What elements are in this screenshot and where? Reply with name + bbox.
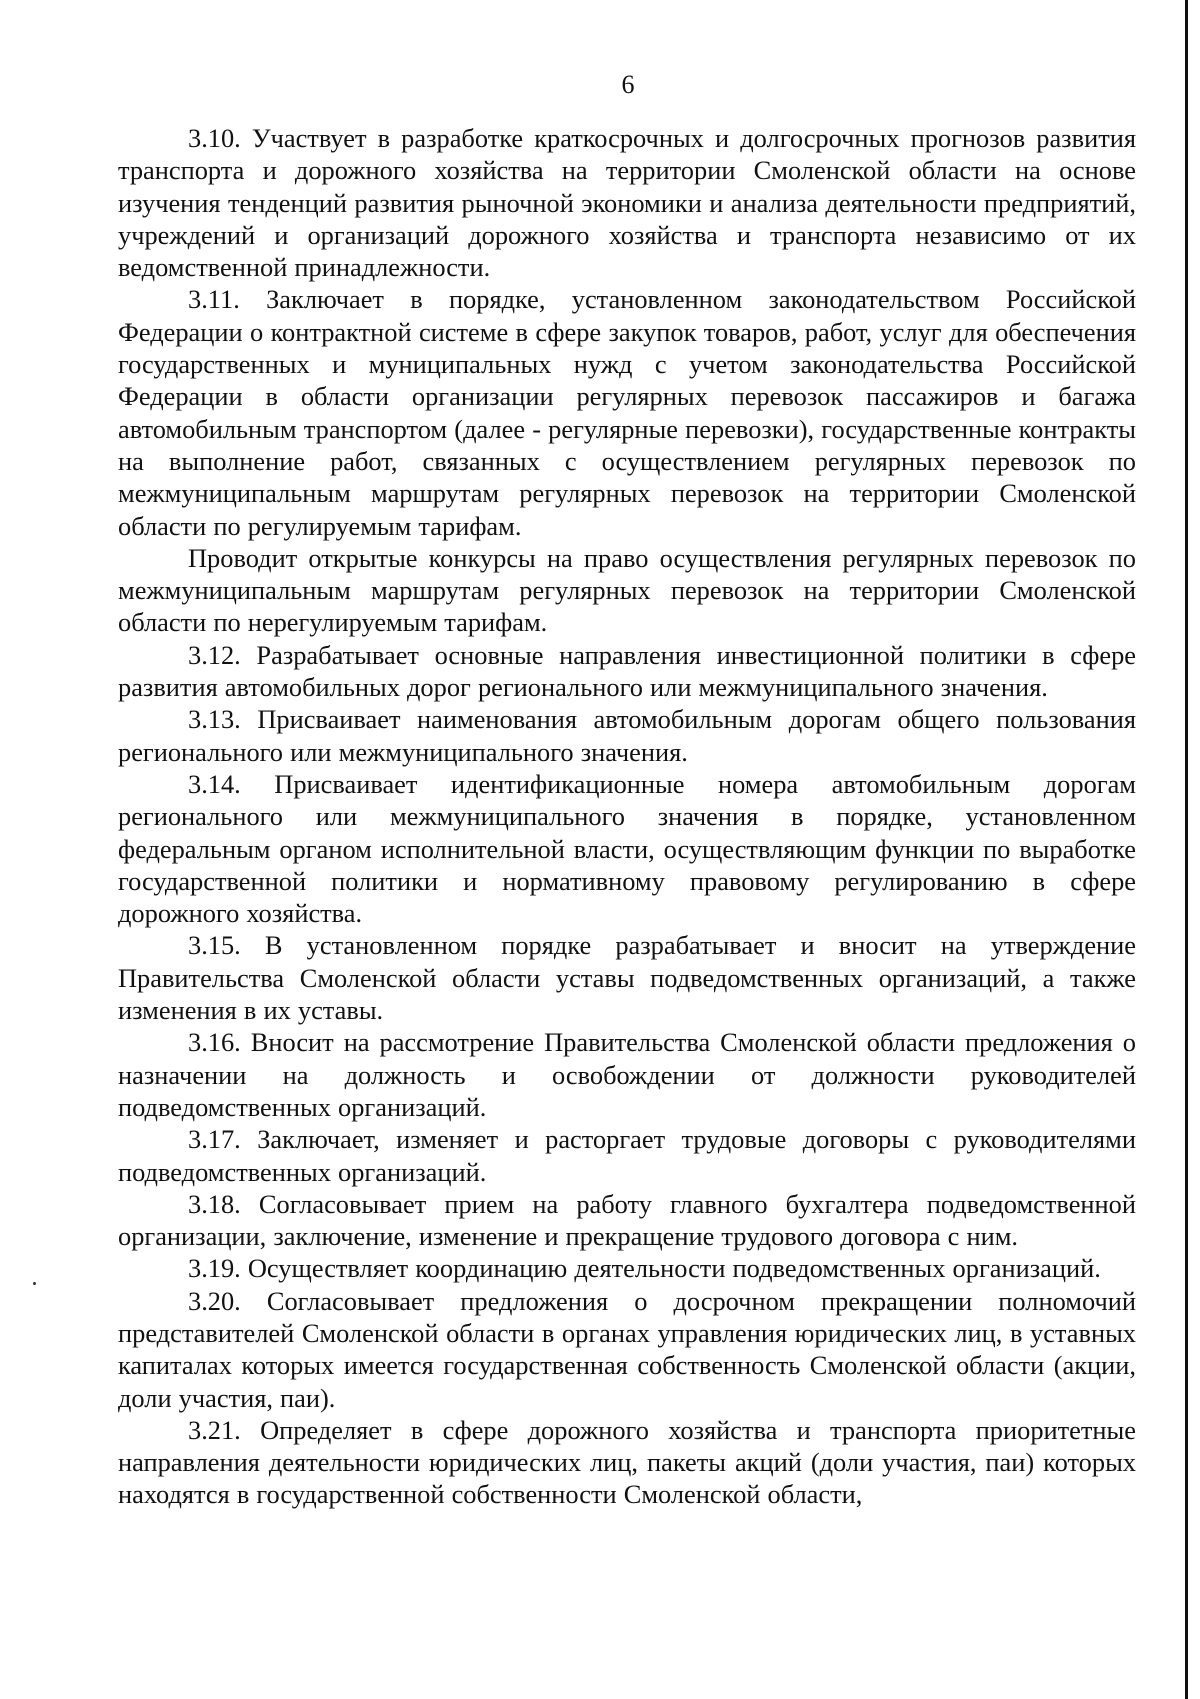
page-number: 6: [621, 70, 635, 99]
paragraph-3-10: 3.10. Участвует в разработке краткосрочных и долгосрочных прогнозов развития транспорта и дорожного хозяйства на территории Смоленской области на основе изучения тенденций развития рыночной экономики и анализа деятельности предприятий, учреждений и организаций дорожного хозяйства и транспорта независимо от их ведомственной принадлежности.: [118, 123, 1136, 283]
page-edge-line: [1185, 0, 1188, 1699]
paragraph-3-14: 3.14. Присваивает идентификационные номера автомобильным дорогам регионального или межмуниципального значения в порядке, установленном федеральным органом исполнительной власти, осуществляющим функции по выработке государственной политики и нормативному правовому регулированию в сфере дорожного хозяйства.: [118, 768, 1136, 929]
paragraph-3-11-contests: Проводит открытые конкурсы на право осуществления регулярных перевозок по межмуниципальным маршрутам регулярных перевозок на территории Смоленской области по нерегулируемым тарифам.: [118, 542, 1136, 638]
paragraph-3-18: 3.18. Согласовывает прием на работу главного бухгалтера подведомственной организации, заключение, изменение и прекращение трудового договора с ним.: [118, 1188, 1136, 1252]
paragraph-3-15: 3.15. В установленном порядке разрабатывает и вносит на утверждение Правительства Смоленской области уставы подведомственных организаций, а также изменения в их уставы.: [118, 930, 1136, 1026]
paragraph-3-13: 3.13. Присваивает наименования автомобильным дорогам общего пользования регионального или межмуниципального значения.: [118, 704, 1136, 767]
paragraph-3-21: 3.21. Определяет в сфере дорожного хозяйства и транспорта приоритетные направления деятельности юридических лиц, пакеты акций (доли участия, паи) которых находятся в государственной собственности Смоленской области,: [118, 1414, 1136, 1510]
document-body: [118, 122, 1136, 1511]
paragraph-3-11: 3.11. Заключает в порядке, установленном законодательством Российской Федерации о контрактной системе в сфере закупок товаров, работ, услуг для обеспечения государственных и муниципальных нужд с учетом законодательства Российской Федерации в области организации регулярных перевозок пассажиров и багажа автомобильным транспортом (далее - регулярные перевозки), государственные контракты на выполнение работ, связанных с осуществлением регулярных перевозок по межмуниципальным маршрутам регулярных перевозок на территории Смоленской области по регулируемым тарифам.: [118, 284, 1136, 541]
paragraph-3-12: 3.12. Разрабатывает основные направления инвестиционной политики в сфере развития автомобильных дорог регионального или межмуниципального значения.: [118, 639, 1136, 703]
paragraph-3-19: 3.19. Осуществляет координацию деятельности подведомственных организаций.: [188, 1253, 1101, 1284]
paragraph-3-20: 3.20. Согласовывает предложения о досрочном прекращении полномочий представителей Смоленской области в органах управления юридических лиц, в уставных капиталах которых имеется государственная собственность Смоленской области (акции, доли участия, паи).: [118, 1285, 1136, 1413]
paragraph-3-17: 3.17. Заключает, изменяет и расторгает трудовые договоры с руководителями подведомственных организаций.: [118, 1124, 1136, 1187]
paragraph-3-16: 3.16. Вносит на рассмотрение Правительства Смоленской области предложения о назначении на должность и освобождении от должности руководителей подведомственных организаций.: [118, 1027, 1136, 1122]
scan-speck: [33, 1282, 36, 1285]
